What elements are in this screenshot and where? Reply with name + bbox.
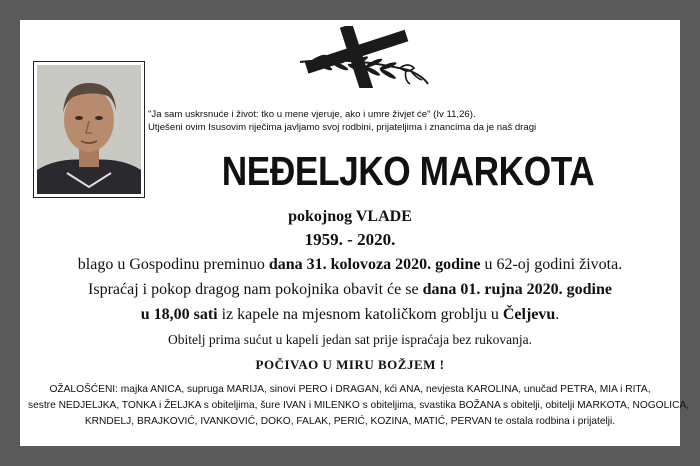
funeral-place-text: iz kapele na mjesnom katoličkom groblju u bbox=[217, 306, 503, 323]
condolence-note: Obitelj prima sućut u kapeli jedan sat prije ispraćaja bez rukovanja. bbox=[168, 332, 532, 347]
mourners-list bbox=[28, 382, 690, 430]
life-years: 1959. - 2020. bbox=[304, 230, 396, 249]
portrait-photo bbox=[37, 65, 141, 194]
funeral-time: u 18,00 sati bbox=[140, 306, 218, 323]
father-name: pokojnog VLADE bbox=[288, 208, 412, 225]
funeral-village: Čeljevu bbox=[502, 306, 556, 323]
mourners-line: sestre NEDJELJKA, TONKA i ŽELJKA s obiteljima, šure IVAN i MILENKO s obiteljima, svastika BOŽANA s obitelji, obitelji MARKOTA, NOGOLICA, bbox=[28, 400, 690, 411]
rip-text: POČIVAO U MIRU BOŽJEM ! bbox=[255, 357, 445, 372]
quote-line: "Ja sam uskrsnuće i život: tko u mene vjeruje, ako i umre živjet će" (Iv 11,26). bbox=[148, 109, 476, 120]
funeral-date-line bbox=[20, 281, 680, 299]
mourners-line: KRNDELJ, BRAJKOVIĆ, IVANKOVIĆ, DOKO, FALAK, PERIĆ, KOZINA, MATIĆ, PERVAN te ostala rodbina i prijatelji. bbox=[84, 416, 616, 427]
death-date-line bbox=[20, 256, 680, 274]
cross-with-palm-branch-icon bbox=[288, 26, 438, 88]
funeral-text: Ispraćaj i pokop dragog nam pokojnika obavit će se bbox=[88, 281, 423, 298]
death-date: dana 31. kolovoza 2020. godine bbox=[268, 256, 481, 273]
age-text: u 62-oj godini života. bbox=[480, 256, 623, 273]
funeral-date: dana 01. rujna 2020. godine bbox=[422, 281, 612, 298]
funeral-place-line bbox=[20, 306, 680, 324]
obituary-card bbox=[20, 20, 690, 446]
bible-quote bbox=[148, 108, 678, 134]
deceased-photo bbox=[33, 61, 145, 198]
deceased-name: NEĐELJKO MARKOTA bbox=[221, 148, 595, 194]
period: . bbox=[555, 306, 560, 323]
death-text: blago u Gospodinu preminuo bbox=[77, 256, 269, 273]
announcement-line: Utješeni ovim Isusovim riječima javljamo svoj rodbini, prijateljima i znancima da je naš dragi bbox=[148, 122, 537, 133]
mourners-line: OŽALOŠĆENI: majka ANICA, supruga MARIJA, sinovi PERO i DRAGAN, kći ANA, nevjesta KAROLINA, unučad PETRA, MIA i RITA, bbox=[49, 384, 651, 395]
